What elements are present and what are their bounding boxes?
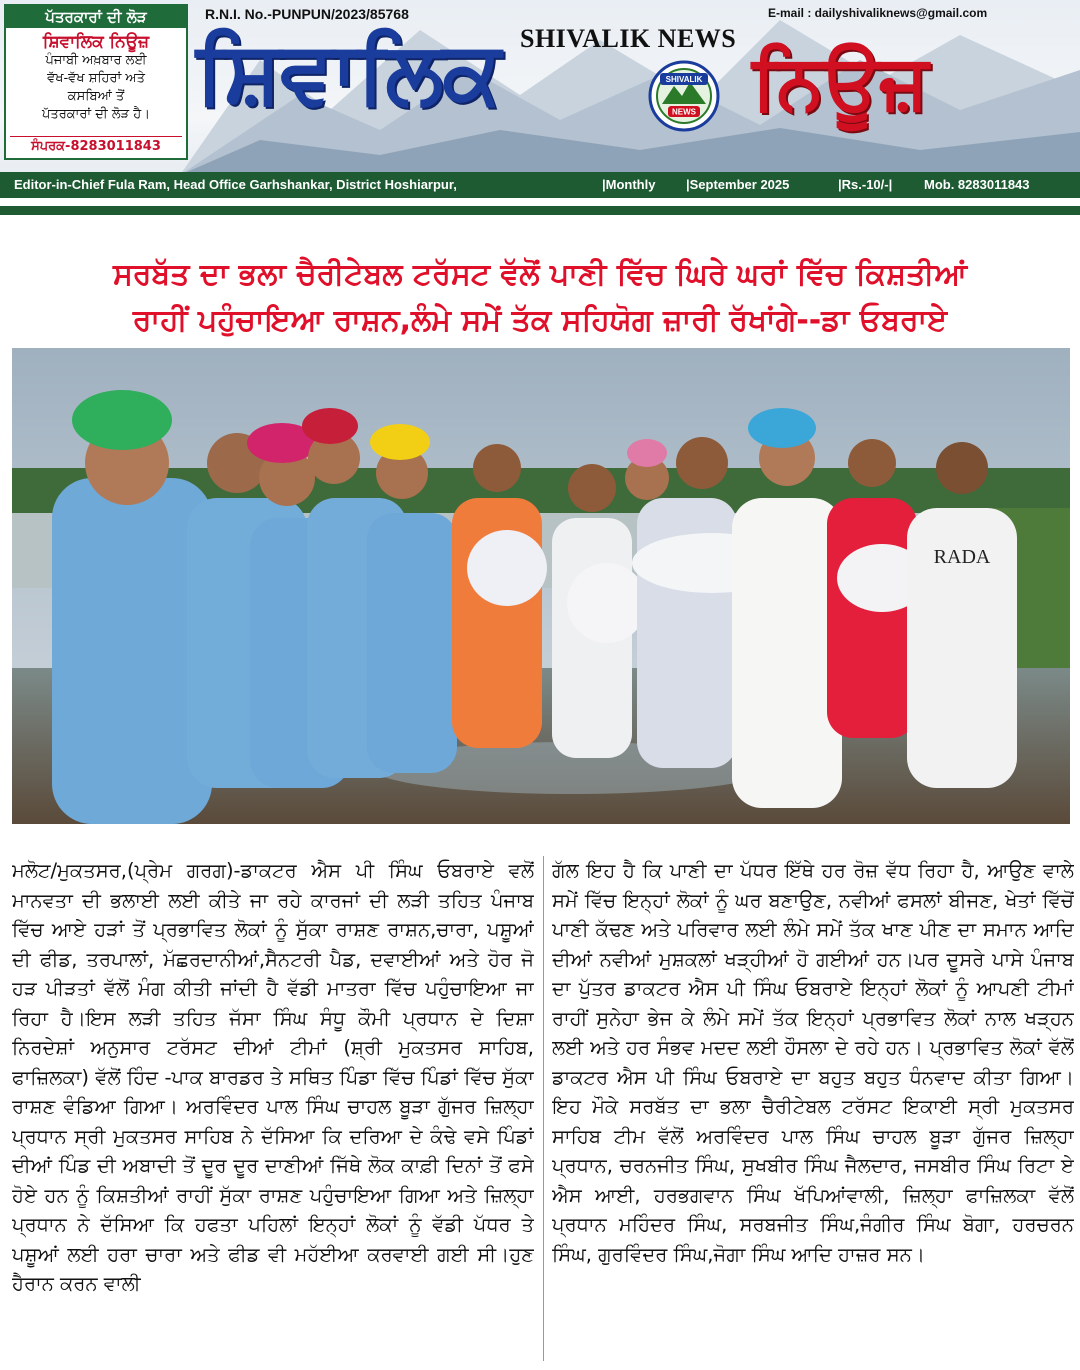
promo-line: ਪੰਜਾਬੀ ਅਖ਼ਬਾਰ ਲਈ	[45, 53, 147, 68]
issue-date: |September 2025	[686, 177, 790, 192]
punjabi-title-right: ਨਿਊਜ਼	[752, 37, 929, 126]
reporters-wanted-box	[4, 4, 188, 160]
promo-line: ਕਸਬਿਆਂ ਤੋਂ	[67, 89, 125, 104]
promo-line: ਪੱਤਰਕਾਰਾਂ ਦੀ ਲੋੜ ਹੈ।	[41, 107, 151, 122]
masthead-rule	[0, 206, 1080, 215]
shivalik-news-logo-icon	[648, 60, 720, 132]
masthead-info-bar	[0, 172, 1080, 198]
article-photo	[12, 348, 1070, 824]
logo-text-top: SHIVALIK	[665, 75, 703, 84]
price: |Rs.-10/-|	[838, 177, 893, 192]
promo-line: ਵੱਖ-ਵੱਖ ਸ਼ਹਿਰਾਂ ਅਤੇ	[47, 71, 145, 86]
logo-text-bottom: NEWS	[672, 107, 696, 117]
shirt-text: RADA	[933, 546, 991, 568]
rni-number: R.N.I. No.-PUNPUN/2023/85768	[205, 6, 409, 22]
mobile-number: Mob. 8283011843	[924, 177, 1030, 192]
headline-line-1: ਸਰਬੱਤ ਦਾ ਭਲਾ ਚੈਰੀਟੇਬਲ ਟਰੱਸਟ ਵੱਲੋਂ ਪਾਣੀ ਵਿੱਚ ਘਿਰੇ ਘਰਾਂ ਵਿੱਚ ਕਿਸ਼ਤੀਆਂ	[112, 257, 968, 292]
email-address: E-mail : dailyshivaliknews@gmail.com	[768, 6, 988, 20]
promo-title: ਪੱਤਰਕਾਰਾਂ ਦੀ ਲੋੜ	[6, 6, 186, 28]
article-body-right-column: ਗੱਲ ਇਹ ਹੈ ਕਿ ਪਾਣੀ ਦਾ ਪੱਧਰ ਇੱਥੇ ਹਰ ਰੋਜ਼ ਵੱਧ ਰਿਹਾ ਹੈ, ਆਉਣ ਵਾਲੇ ਸਮੇਂ ਵਿੱਚ ਇਨ੍ਹਾਂ ਲੋਕਾਂ ਨੂੰ ਘਰ ਬਣਾਉਣ, ਨਵੀਆਂ ਫਸਲਾਂ ਬੀਜਣ, ਖੇਤਾਂ ਵਿੱਚੋਂ ਪਾਣੀ ਕੱਢਣ ਅਤੇ ਪਰਿਵਾਰ ਲਈ ਲੰਮੇ ਸਮੇਂ ਤੱਕ ਖਾਣ ਪੀਣ ਦਾ ਸਮਾਨ ਆਦਿ ਦੀਆਂ ਨਵੀਆਂ ਮੁਸ਼ਕਲਾਂ ਖੜ੍ਹੀਆਂ ਹੋ ਗਈਆਂ ਹਨ।ਪਰ ਦੂਸਰੇ ਪਾਸੇ ਪੰਜਾਬ ਦਾ ਪੁੱਤਰ ਡਾਕਟਰ ਐਸ ਪੀ ਸਿੰਘ ਓਬਰਾਏ ਇਨ੍ਹਾਂ ਲੋਕਾਂ ਨੂੰ ਆਪਣੀ ਟੀਮਾਂ ਰਾਹੀਂ ਸੁਨੇਹਾ ਭੇਜ ਕੇ ਲੰਮੇ ਸਮੇਂ ਤੱਕ ਇਨ੍ਹਾਂ ਪ੍ਰਭਾਵਿਤ ਲੋਕਾਂ ਨਾਲ ਖੜ੍ਹਨ ਲਈ ਅਤੇ ਹਰ ਸੰਭਵ ਮਦਦ ਲਈ ਹੌਸਲਾ ਦੇ ਰਹੇ ਹਨ। ਪ੍ਰਭਾਵਿਤ ਲੋਕਾਂ ਵੱਲੋਂ ਡਾਕਟਰ ਐਸ ਪੀ ਸਿੰਘ ਓਬਰਾਏ ਦਾ ਬਹੁਤ ਬਹੁਤ ਧੰਨਵਾਦ ਕੀਤਾ ਗਿਆ।ਇਹ ਮੌਕੇ ਸਰਬੱਤ ਦਾ ਭਲਾ ਚੈਰੀਟੇਬਲ ਟਰੱਸਟ ਇਕਾਈ ਸ੍ਰੀ ਮੁਕਤਸਰ ਸਾਹਿਬ ਟੀਮ ਵੱਲੋਂ ਅਰਵਿੰਦਰ ਪਾਲ ਸਿੰਘ ਚਾਹਲ ਬੂੜਾ ਗੁੱਜਰ ਜ਼ਿਲ੍ਹਾ ਪ੍ਰਧਾਨ, ਚਰਨਜੀਤ ਸਿੰਘ, ਸੁਖਬੀਰ ਸਿੰਘ ਜੈਲਦਾਰ, ਜਸਬੀਰ ਸਿੰਘ ਰਿਟਾ ਏ ਐਸ ਆਈ, ਹਰਭਗਵਾਨ ਸਿੰਘ ਖੱਪਿਆਂਵਾਲੀ, ਜ਼ਿਲ੍ਹਾ ਫਾਜ਼ਿਲਕਾ ਵੱਲੋਂ ਪ੍ਰਧਾਨ ਮਹਿੰਦਰ ਸਿੰਘ, ਸਰਬਜੀਤ ਸਿੰਘ,ਜੰਗੀਰ ਸਿੰਘ ਬੋਗਾ, ਹਰਚਰਨ ਸਿੰਘ, ਗੁਰਵਿੰਦਰ ਸਿੰਘ,ਜੋਗਾ ਸਿੰਘ ਆਦਿ ਹਾਜ਼ਰ ਸਨ।	[552, 859, 1074, 1266]
editor-info: Editor-in-Chief Fula Ram, Head Office Garhshankar, District Hoshiarpur,	[14, 177, 457, 192]
article-headline	[20, 252, 1060, 344]
masthead	[0, 0, 1080, 215]
headline-line-2: ਰਾਹੀਂ ਪਹੁੰਚਾਇਆ ਰਾਸ਼ਨ,ਲੰਮੇ ਸਮੇਂ ਤੱਕ ਸਹਿਯੋਗ ਜ਼ਾਰੀ ਰੱਖਾਂਗੇ--ਡਾ ਓਬਰਾਏ	[132, 303, 948, 338]
punjabi-title-left: ਸ਼ਿਵਾਲਿਕ	[196, 23, 500, 123]
column-divider	[543, 856, 544, 1361]
promo-contact: ਸੰਪਰਕ-8283011843	[10, 136, 182, 154]
frequency: |Monthly	[602, 177, 656, 192]
article-body-left-column: ਮਲੋਟ/ਮੁਕਤਸਰ,(ਪ੍ਰੇਮ ਗਰਗ)-ਡਾਕਟਰ ਐਸ ਪੀ ਸਿੰਘ ਓਬਰਾਏ ਵਲੋਂ ਮਾਨਵਤਾ ਦੀ ਭਲਾਈ ਲਈ ਕੀਤੇ ਜਾ ਰਹੇ ਕਾਰਜਾਂ ਦੀ ਲੜੀ ਤਹਿਤ ਪੰਜਾਬ ਵਿੱਚ ਆਏ ਹੜਾਂ ਤੋਂ ਪ੍ਰਭਾਵਿਤ ਲੋਕਾਂ ਨੂੰ ਸੁੱਕਾ ਰਾਸ਼ਣ ਰਾਸ਼ਨ,ਚਾਰਾ, ਪਸ਼ੂਆਂ ਦੀ ਫੀਡ, ਤਰਪਾਲਾਂ, ਮੱਛਰਦਾਨੀਆਂ,ਸੈਨਟਰੀ ਪੈਡ, ਦਵਾਈਆਂ ਅਤੇ ਹੋਰ ਜੋ ਹੜ ਪੀੜਤਾਂ ਵੱਲੋਂ ਮੰਗ ਕੀਤੀ ਜਾਂਦੀ ਹੈ ਵੱਡੀ ਮਾਤਰਾ ਵਿੱਚ ਪਹੁੰਚਾਇਆ ਜਾ ਰਿਹਾ ਹੈ।ਇਸ ਲੜੀ ਤਹਿਤ ਜੱਸਾ ਸਿੰਘ ਸੰਧੂ ਕੌਮੀ ਪ੍ਰਧਾਨ ਦੇ ਦਿਸ਼ਾ ਨਿਰਦੇਸ਼ਾਂ ਅਨੁਸਾਰ ਟਰੱਸਟ ਦੀਆਂ ਟੀਮਾਂ (ਸ਼੍ਰੀ ਮੁਕਤਸਰ ਸਾਹਿਬ, ਫਾਜ਼ਿਲਕਾ) ਵੱਲੋਂ ਹਿੰਦ -ਪਾਕ ਬਾਰਡਰ ਤੇ ਸਥਿਤ ਪਿੰਡਾ ਵਿੱਚ ਪਿੰਡਾਂ ਵਿੱਚ ਸੁੱਕਾ ਰਾਸ਼ਣ ਵੰਡਿਆ ਗਿਆ। ਅਰਵਿੰਦਰ ਪਾਲ ਸਿੰਘ ਚਾਹਲ ਬੂੜਾ ਗੁੱਜਰ ਜ਼ਿਲ੍ਹਾ ਪ੍ਰਧਾਨ ਸ੍ਰੀ ਮੁਕਤਸਰ ਸਾਹਿਬ ਨੇ ਦੱਸਿਆ ਕਿ ਦਰਿਆ ਦੇ ਕੰਢੇ ਵਸੇ ਪਿੰਡਾਂ ਦੀਆਂ ਪਿੰਡ ਦੀ ਅਬਾਦੀ ਤੋਂ ਦੂਰ ਦੂਰ ਦਾਣੀਆਂ ਜਿੱਥੇ ਲੋਕ ਕਾਫ਼ੀ ਦਿਨਾਂ ਤੋਂ ਫਸੇ ਹੋਏ ਹਨ ਨੂੰ ਕਿਸ਼ਤੀਆਂ ਰਾਹੀਂ ਸੁੱਕਾ ਰਾਸ਼ਣ ਪਹੁੰਚਾਇਆ ਗਿਆ ਅਤੇ ਜ਼ਿਲ੍ਹਾ ਪ੍ਰਧਾਨ ਨੇ ਦੱਸਿਆ ਕਿ ਹਫਤਾ ਪਹਿਲਾਂ ਇਨ੍ਹਾਂ ਲੋਕਾਂ ਨੂੰ ਵੱਡੀ ਪੱਧਰ ਤੇ ਪਸ਼ੂਆਂ ਲਈ ਹਰਾ ਚਾਰਾ ਅਤੇ ਫੀਡ ਵੀ ਮਹੱਈਆ ਕਰਵਾਈ ਗਈ ਸੀ।ਹੁਣ ਹੈਰਾਨ ਕਰਨ ਵਾਲੀ	[12, 859, 534, 1295]
promo-name: ਸ਼ਿਵਾਲਿਕ ਨਿਊਜ਼	[42, 32, 150, 52]
english-title: SHIVALIK NEWS	[520, 24, 737, 53]
